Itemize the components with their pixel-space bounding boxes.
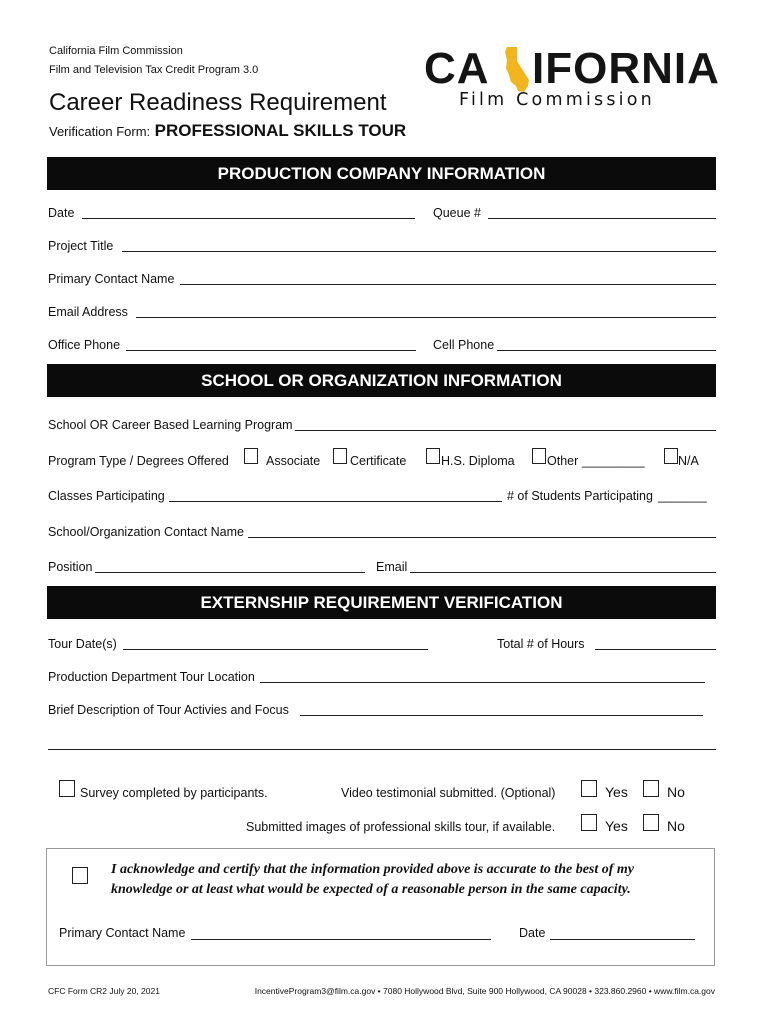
acknowledge-checkbox[interactable] (72, 867, 88, 884)
tour-dates-field[interactable] (123, 649, 428, 650)
other-label: Other (547, 454, 579, 468)
school-email-label: Email (376, 560, 408, 574)
ack-date-label: Date (519, 926, 546, 940)
california-state-icon (504, 46, 532, 94)
images-yes-checkbox[interactable] (581, 814, 597, 831)
survey-label: Survey completed by participants. (80, 786, 268, 800)
ack-contact-label: Primary Contact Name (59, 926, 186, 940)
total-hours-field[interactable] (595, 649, 716, 650)
classes-label: Classes Participating (48, 489, 165, 503)
form-id: CFC Form CR2 July 20, 2021 (48, 986, 160, 996)
school-contact-field[interactable] (248, 537, 716, 538)
tour-location-label: Production Department Tour Location (48, 670, 255, 684)
verification-label: Verification Form: (49, 124, 151, 139)
video-yes-checkbox[interactable] (581, 780, 597, 797)
ack-contact-field[interactable] (191, 939, 491, 940)
section-externship-header: EXTERNSHIP REQUIREMENT VERIFICATION (47, 586, 716, 619)
verification-type: PROFESSIONAL SKILLS TOUR (154, 121, 407, 140)
images-label: Submitted images of professional skills tour, if available. (246, 820, 556, 834)
logo-text-left: CA (424, 44, 490, 93)
program-type-label: Program Type / Degrees Offered (48, 454, 229, 468)
tour-description-label: Brief Description of Tour Activies and Focus (48, 703, 289, 717)
images-yes-label: Yes (605, 818, 628, 834)
survey-checkbox[interactable] (59, 780, 75, 797)
date-field[interactable] (82, 218, 415, 219)
verification-line (49, 121, 406, 141)
queue-label: Queue # (433, 206, 481, 220)
tour-location-field[interactable] (260, 682, 705, 683)
hs-diploma-checkbox[interactable] (426, 448, 440, 464)
associate-checkbox[interactable] (244, 448, 258, 464)
email-address-field[interactable] (136, 317, 716, 318)
logo-subtitle: Film Commission (459, 90, 655, 110)
email-address-label: Email Address (48, 305, 128, 319)
video-label: Video testimonial submitted. (Optional) (341, 786, 556, 800)
school-email-field[interactable] (410, 572, 716, 573)
classes-field[interactable] (169, 501, 502, 502)
tour-dates-label: Tour Date(s) (48, 637, 117, 651)
video-yes-label: Yes (605, 784, 628, 800)
total-hours-label: Total # of Hours (497, 637, 585, 651)
date-label: Date (48, 206, 75, 220)
california-film-commission-logo (424, 44, 720, 114)
program-field[interactable] (295, 430, 716, 431)
project-title-field[interactable] (122, 251, 716, 252)
footer-contact: IncentiveProgram3@film.ca.gov • 7080 Hollywood Blvd, Suite 900 Hollywood, CA 90028 • 323.860.2960 • www.film.ca.gov (254, 986, 715, 996)
cell-phone-field[interactable] (497, 350, 716, 351)
office-phone-field[interactable] (126, 350, 416, 351)
position-field[interactable] (95, 572, 365, 573)
images-no-checkbox[interactable] (643, 814, 659, 831)
other-field[interactable]: _________ (582, 454, 645, 468)
video-no-label: No (667, 784, 685, 800)
project-title-label: Project Title (48, 239, 114, 253)
logo-text-right: IFORNIA (532, 44, 720, 93)
section-school-header: SCHOOL OR ORGANIZATION INFORMATION (47, 364, 716, 397)
section-production-header: PRODUCTION COMPANY INFORMATION (47, 157, 716, 190)
position-label: Position (48, 560, 93, 574)
certificate-checkbox[interactable] (333, 448, 347, 464)
ack-date-field[interactable] (550, 939, 695, 940)
primary-contact-label: Primary Contact Name (48, 272, 175, 286)
images-no-label: No (667, 818, 685, 834)
video-no-checkbox[interactable] (643, 780, 659, 797)
school-contact-label: School/Organization Contact Name (48, 525, 244, 539)
students-label: # of Students Participating (507, 489, 653, 503)
associate-label: Associate (266, 454, 321, 468)
office-phone-label: Office Phone (48, 338, 121, 352)
program-label: School OR Career Based Learning Program (48, 418, 293, 432)
tour-description-field-line2[interactable] (48, 749, 716, 750)
students-field[interactable]: _______ (658, 489, 707, 503)
na-label: N/A (678, 454, 699, 468)
program-name: Film and Television Tax Credit Program 3.0 (49, 64, 259, 76)
na-checkbox[interactable] (664, 448, 678, 464)
other-checkbox[interactable] (532, 448, 546, 464)
cell-phone-label: Cell Phone (433, 338, 495, 352)
acknowledgement-text: I acknowledge and certify that the information provided above is accurate to the best of my knowledge or at least what would be expected of a reasonable person in the same capacity. (111, 862, 635, 897)
tour-description-field[interactable] (300, 715, 703, 716)
form-title: Career Readiness Requirement (49, 89, 387, 116)
org-name: California Film Commission (49, 45, 183, 57)
hs-diploma-label: H.S. Diploma (441, 454, 515, 468)
certificate-label: Certificate (350, 454, 407, 468)
queue-field[interactable] (488, 218, 716, 219)
primary-contact-field[interactable] (180, 284, 716, 285)
